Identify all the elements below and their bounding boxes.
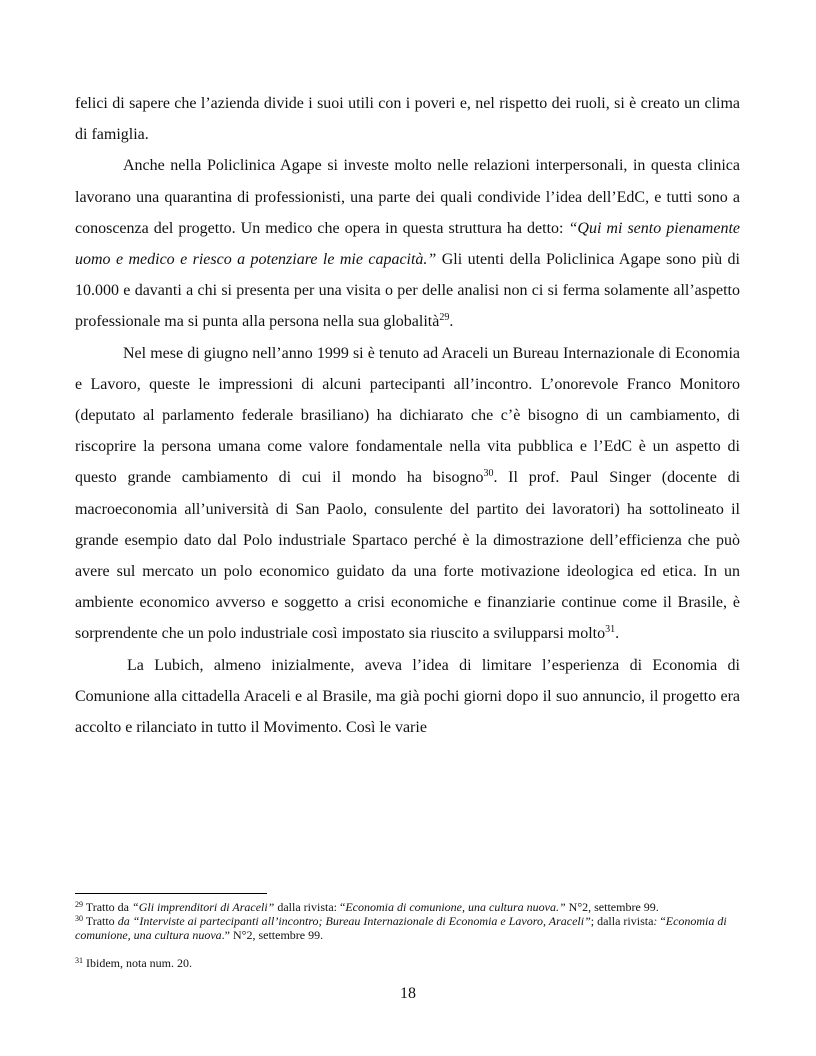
footnote-ref-31: 31 bbox=[605, 624, 616, 636]
paragraph-4: La Lubich, almeno inizialmente, aveva l’idea di limitare l’esperienza di Economia di Comunione alla cittadella Araceli e al Brasile, ma già pochi giorni dopo il suo annuncio, il progetto era accolto e rilanciato in tutto il Movimento. Così le varie bbox=[75, 656, 740, 737]
footnotes bbox=[75, 900, 740, 970]
footnote-29: $^{29}$ Tratto da “Gli imprenditori di Araceli” dalla rivista: “Economia di comunione, una cultura nuova.” N°2, settembre 99. bbox=[75, 900, 659, 914]
footnote-ref-30: 30 bbox=[483, 468, 494, 480]
body-text bbox=[75, 88, 740, 743]
paragraph-2: Anche nella Policlinica Agape si investe molto nelle relazioni interpersonali, in questa clinica lavorano una quarantina di professionisti, una parte dei quali condivide l’idea dell’EdC, e tutti sono a conoscenza del progetto. Un medico che opera in questa struttura ha detto: “Qui mi sento pienamente uomo e medico e riesco a potenziare le mie capacità.” Gli utenti della Policlinica Agape sono più di 10.000 e davanti a chi si presenta per una visita o per delle analisi non ci si ferma solamente all’aspetto professionale ma si punta alla persona nella sua globalità$^{29}$. bbox=[75, 157, 741, 331]
footnote-ref-29: 29 bbox=[439, 312, 450, 324]
footnote-30: $^{30}$ Tratto da “Interviste ai partecipanti all’incontro; Bureau Internazionale di Economia e Lavoro, Araceli”; dalla rivista: “Economia di comunione, una cultura nuova.” N°2, settembre 99. bbox=[75, 914, 727, 942]
quote: “Qui mi sento pienamente uomo e medico e riesco a potenziare le mie capacità.” bbox=[75, 219, 741, 269]
paragraph-1: felici di sapere che l’azienda divide i suoi utili con i poveri e, nel rispetto dei ruoli, si è creato un clima di famiglia. bbox=[75, 95, 740, 144]
page-number: 18 bbox=[400, 985, 416, 1002]
footnote-separator bbox=[75, 893, 267, 894]
paragraph-3: Nel mese di giugno nell’anno 1999 si è tenuto ad Araceli un Bureau Internazionale di Economia e Lavoro, queste le impressioni di alcuni partecipanti all’incontro. L’onorevole Franco Monitoro (deputato al parlamento federale brasiliano) ha dichiarato che c’è bisogno di un cambiamento, di riscoprire la persona umana come valore fondamentale nella vita pubblica e l’EdC è un aspetto di questo grande cambiamento di cui il mondo ha bisogno$^{30}$. Il prof. Paul Singer (docente di macroeconomia all’università di San Paolo, consulente del partito dei lavoratori) ha sottolineato il grande esempio dato dal Polo industriale Spartaco perché è la dimostrazione dell’efficienza che può avere sul mercato un polo economico guidato da una forte motivazione ideologica ed etica. In un ambiente economico avverso e soggetto a crisi economiche e finanziarie continue come il Brasile, è sorprendente che un polo industriale così impostato sia riuscito a svilupparsi molto$^{31}$. bbox=[75, 344, 741, 643]
footnote-31: $^{31}$ Ibidem, nota num. 20. bbox=[75, 956, 192, 970]
